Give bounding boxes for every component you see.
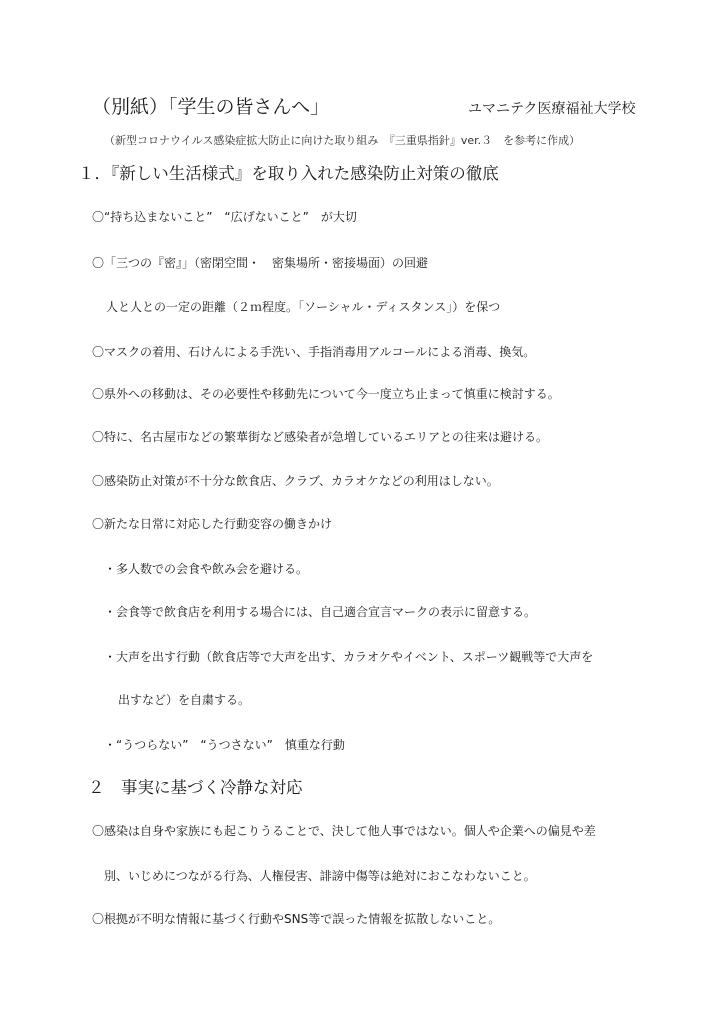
school-name: ユマニテク医療福祉大学校 <box>468 101 636 117</box>
section-1-item: 〇“持ち込まないこと” “広げないこと” が大切 <box>92 210 357 224</box>
section-1-item: 〇新たな日常に対応した行動変容の働きかけ <box>92 517 333 531</box>
section-1-subitem: ・“うつらない” “うつさない” 慎重な行動 <box>104 738 345 752</box>
section-2-item: 〇感染は自身や家族にも起こりうることで、決して他人事ではない。個人や企業への偏見や差 <box>92 824 596 838</box>
document-title: （別紙）「学生の皆さんへ」 <box>92 96 330 118</box>
section-1-subitem: ・会食等で飲食店を利用する場合には、自己適合宣言マークの表示に留意する。 <box>104 605 537 619</box>
section-2-item: 〇根拠が不明な情報に基づく行動やSNS等で誤った情報を拡散しないこと。 <box>92 912 501 926</box>
document-subtitle: （新型コロナウイルス感染症拡大防止に向けた取り組み 『三重県指針』ver.３ を参考に作成） <box>104 134 581 147</box>
section-1-item: 人と人との一定の距離（２ｍ程度。「ソーシャル・ディスタンス」）を保つ <box>106 300 501 314</box>
section-1-item: 〇マスクの着用、石けんによる手洗い、手指消毒用アルコールによる消毒、換気。 <box>92 345 536 359</box>
section-2-item-continued: 別、いじめにつながる行為、人権侵害、誹謗中傷等は絶対におこなわないこと。 <box>104 869 536 883</box>
section-2-heading: ２ 事実に基づく冷静な対応 <box>88 778 303 797</box>
section-1-item: 〇「三つの『密』」（密閉空間・ 密集場所・密接場面）の回避 <box>92 256 429 270</box>
section-1-subitem: ・大声を出す行動（飲食店等で大声を出す、カラオケやイベント、スポーツ観戦等で大声を <box>104 650 594 664</box>
section-1-subitem-continued: 出すなど）を自粛する。 <box>118 693 251 707</box>
section-1-subitem: ・多人数での会食や飲み会を避ける。 <box>104 562 309 576</box>
section-1-item: 〇県外への移動は、その必要性や移動先について今一度立ち止まって慎重に検討する。 <box>92 387 560 401</box>
section-1-item: 〇特に、名古屋市などの繁華街など感染者が急増しているエリアとの往来は避ける。 <box>92 430 549 444</box>
section-1-heading: １．『新しい生活様式』を取り入れた感染防止対策の徹底 <box>78 164 499 183</box>
section-1-item: 〇感染防止対策が不十分な飲食店、クラブ、カラオケなどの利用はしない。 <box>92 474 499 488</box>
